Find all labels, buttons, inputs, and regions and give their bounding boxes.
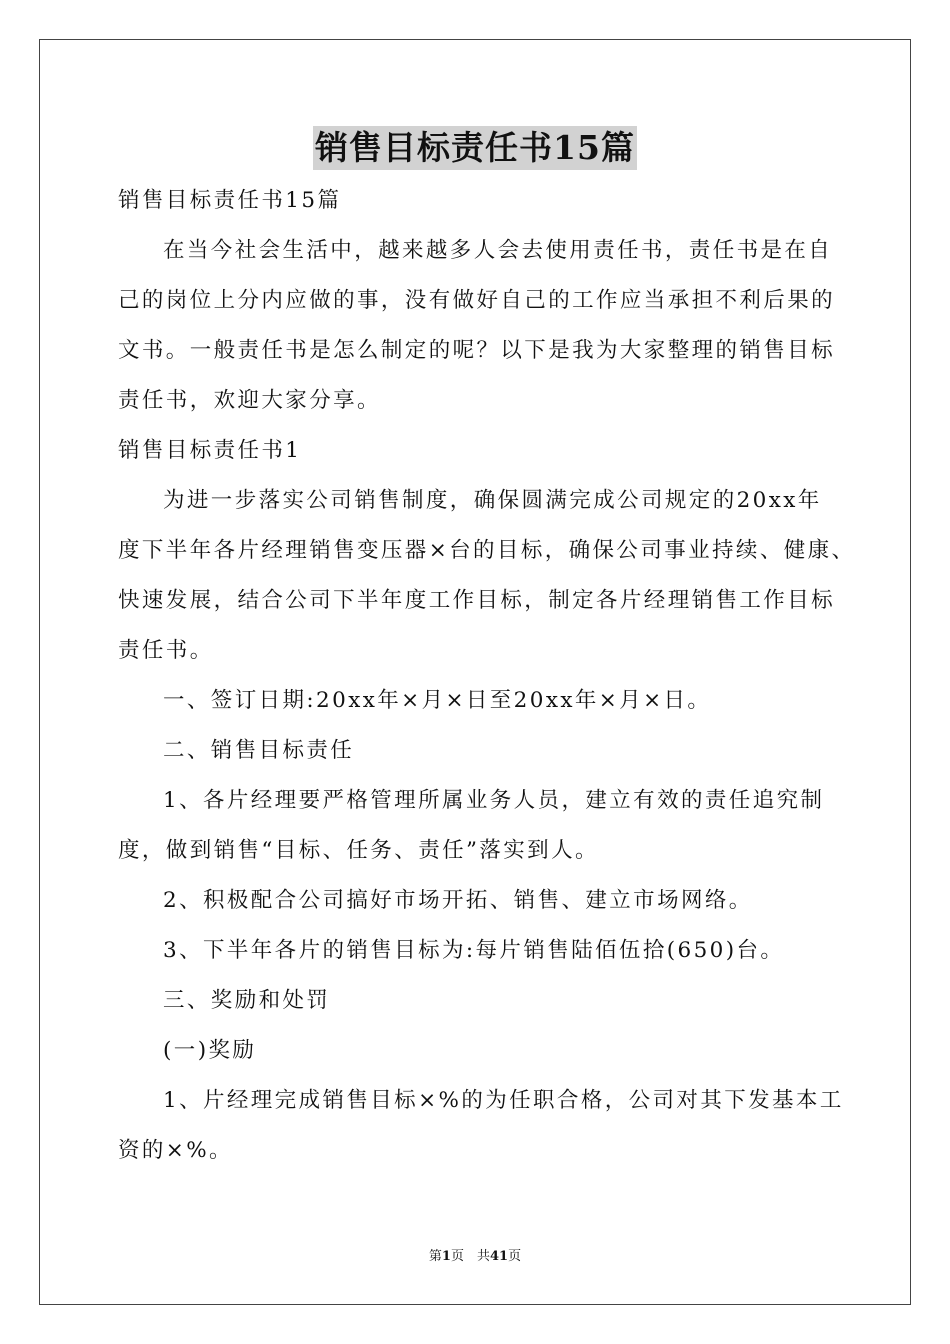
document-body (118, 176, 856, 1176)
paragraph-line: 文书。一般责任书是怎么制定的呢？以下是我为大家整理的销售目标 (118, 338, 836, 363)
paragraph-line: 2、积极配合公司搞好市场开拓、销售、建立市场网络。 (163, 888, 753, 913)
paragraph-line: 责任书，欢迎大家分享。 (118, 388, 381, 413)
paragraph-line: 为进一步落实公司销售制度，确保圆满完成公司规定的20xx年 (163, 488, 822, 513)
title-wrap (0, 126, 950, 170)
paragraph-line: 一、签订日期:20xx年×月×日至20xx年×月×日。 (163, 688, 712, 713)
paragraph-line: 1、片经理完成销售目标×%的为任职合格，公司对其下发基本工 (163, 1088, 844, 1113)
total-page-number: 41 (489, 1249, 509, 1264)
paragraph-line: 三、奖励和处罚 (163, 988, 331, 1013)
paragraph-line: 度下半年各片经理销售变压器×台的目标，确保公司事业持续、健康、 (118, 538, 856, 563)
footer-middle: 页 共 (450, 1249, 490, 1264)
paragraph-line: 度，做到销售“目标、任务、责任”落实到人。 (118, 838, 599, 863)
page-footer (0, 1245, 950, 1264)
document-title: 销售目标责任书15篇 (313, 126, 637, 170)
paragraph-line: 在当今社会生活中，越来越多人会去使用责任书，责任书是在自 (163, 238, 833, 263)
footer-prefix: 第 (428, 1249, 442, 1264)
paragraph-line: 3、下半年各片的销售目标为:每片销售陆佰伍拾(650)台。 (163, 938, 785, 963)
current-page-number: 1 (441, 1249, 451, 1264)
paragraph-line: 二、销售目标责任 (163, 738, 355, 763)
paragraph-line: 1、各片经理要严格管理所属业务人员，建立有效的责任追究制 (163, 788, 825, 813)
footer-suffix: 页 (508, 1249, 522, 1264)
paragraph-line: 快速发展，结合公司下半年度工作目标，制定各片经理销售工作目标 (118, 588, 836, 613)
section-heading: 销售目标责任书1 (118, 438, 302, 463)
paragraph-line: (一)奖励 (163, 1038, 257, 1063)
subtitle: 销售目标责任书15篇 (118, 188, 342, 213)
paragraph-line: 资的×%。 (118, 1138, 233, 1163)
paragraph-line: 责任书。 (118, 638, 214, 663)
paragraph-line: 己的岗位上分内应做的事，没有做好自己的工作应当承担不利后果的 (118, 288, 836, 313)
